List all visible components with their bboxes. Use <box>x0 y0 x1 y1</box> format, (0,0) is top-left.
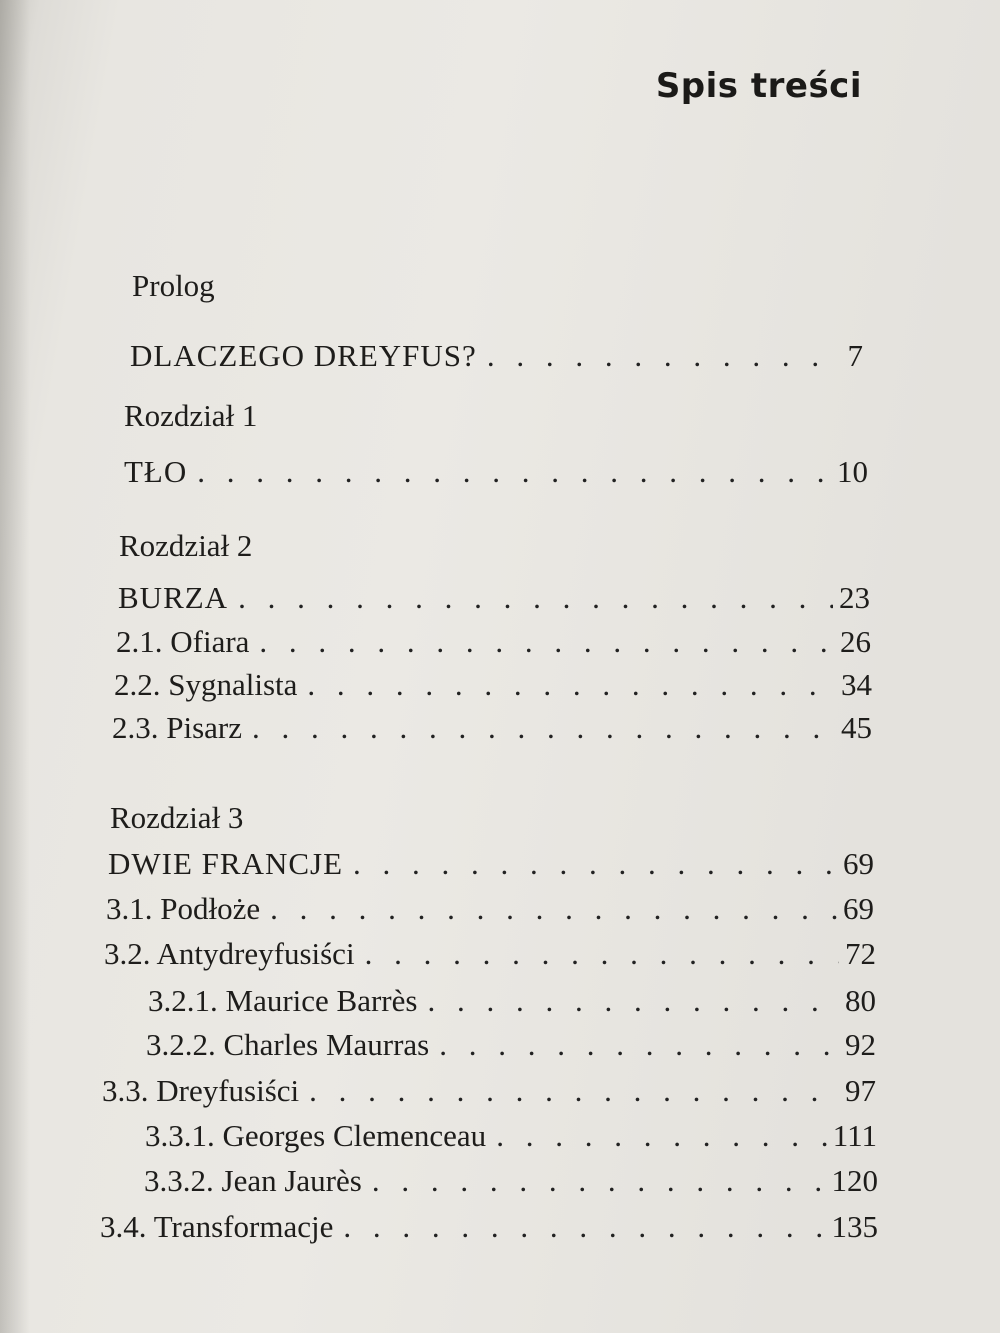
leader-dots <box>372 1163 826 1199</box>
entry-page: 72 <box>845 936 876 971</box>
toc-entry-chapter-2 <box>118 580 870 620</box>
entry-title: 3.4. Transformacje <box>100 1209 334 1244</box>
chapter-2-label: Rozdział 2 <box>119 528 253 563</box>
toc-entry-3-2-2 <box>146 1027 876 1067</box>
leader-dots <box>238 580 833 616</box>
leader-dots <box>309 1073 839 1109</box>
toc-entry-3-2 <box>104 936 876 976</box>
entry-title: 3.1. Podłoże <box>106 891 261 926</box>
entry-page: 69 <box>843 846 874 881</box>
chapter-3-label: Rozdział 3 <box>110 800 244 835</box>
entry-title: 3.3.1. Georges Clemenceau <box>145 1118 487 1153</box>
leader-dots <box>427 983 839 1019</box>
page-title: Spis treści <box>655 66 862 106</box>
entry-title: TŁO <box>124 454 188 489</box>
entry-page: 69 <box>843 891 874 926</box>
entry-title: 3.3.2. Jean Jaurès <box>144 1163 362 1198</box>
entry-page: 135 <box>831 1209 878 1244</box>
toc-entry-2-3 <box>112 710 872 750</box>
toc-entry-prolog <box>130 338 863 378</box>
prolog-label: Prolog <box>132 268 215 303</box>
entry-page: 111 <box>832 1118 877 1153</box>
entry-title: 3.3. Dreyfusiści <box>102 1073 300 1108</box>
entry-title: 2.3. Pisarz <box>112 710 243 745</box>
entry-title: 3.2.2. Charles Maurras <box>146 1027 430 1062</box>
toc-entry-chapter-1 <box>124 454 868 494</box>
entry-page: 7 <box>847 338 863 373</box>
chapter-1-label: Rozdział 1 <box>124 398 258 433</box>
leader-dots <box>307 667 835 703</box>
toc-entry-3-1 <box>106 891 874 931</box>
entry-page: 80 <box>845 983 876 1018</box>
entry-page: 10 <box>837 454 868 489</box>
entry-page: 120 <box>831 1163 878 1198</box>
toc-entry-3-3 <box>102 1073 876 1113</box>
leader-dots <box>487 338 842 374</box>
toc-entry-3-3-1 <box>145 1118 877 1158</box>
toc-entry-3-3-2 <box>144 1163 878 1203</box>
leader-dots <box>496 1118 827 1154</box>
toc-entry-2-2 <box>114 667 872 707</box>
leader-dots <box>197 454 831 490</box>
entry-title: 3.2.1. Maurice Barrès <box>148 983 418 1018</box>
toc-entry-2-1 <box>116 624 871 664</box>
leader-dots <box>270 891 837 927</box>
leader-dots <box>259 624 834 660</box>
entry-title: 2.2. Sygnalista <box>114 667 298 702</box>
entry-page: 92 <box>845 1027 876 1062</box>
entry-title: DLACZEGO DREYFUS? <box>130 338 477 373</box>
entry-page: 45 <box>841 710 872 745</box>
toc-entry-chapter-3 <box>108 846 874 886</box>
entry-title: 3.2. Antydreyfusiści <box>104 936 355 971</box>
leader-dots <box>343 1209 825 1245</box>
entry-title: DWIE FRANCJE <box>108 846 344 881</box>
entry-page: 97 <box>845 1073 876 1108</box>
toc-entry-3-2-1 <box>148 983 876 1023</box>
leader-dots <box>252 710 835 746</box>
entry-title: BURZA <box>118 580 229 615</box>
leader-dots <box>439 1027 839 1063</box>
leader-dots <box>365 936 839 972</box>
toc-entry-3-4 <box>100 1209 878 1249</box>
entry-page: 34 <box>841 667 872 702</box>
entry-page: 23 <box>839 580 870 615</box>
entry-title: 2.1. Ofiara <box>116 624 250 659</box>
leader-dots <box>353 846 837 882</box>
entry-page: 26 <box>840 624 871 659</box>
